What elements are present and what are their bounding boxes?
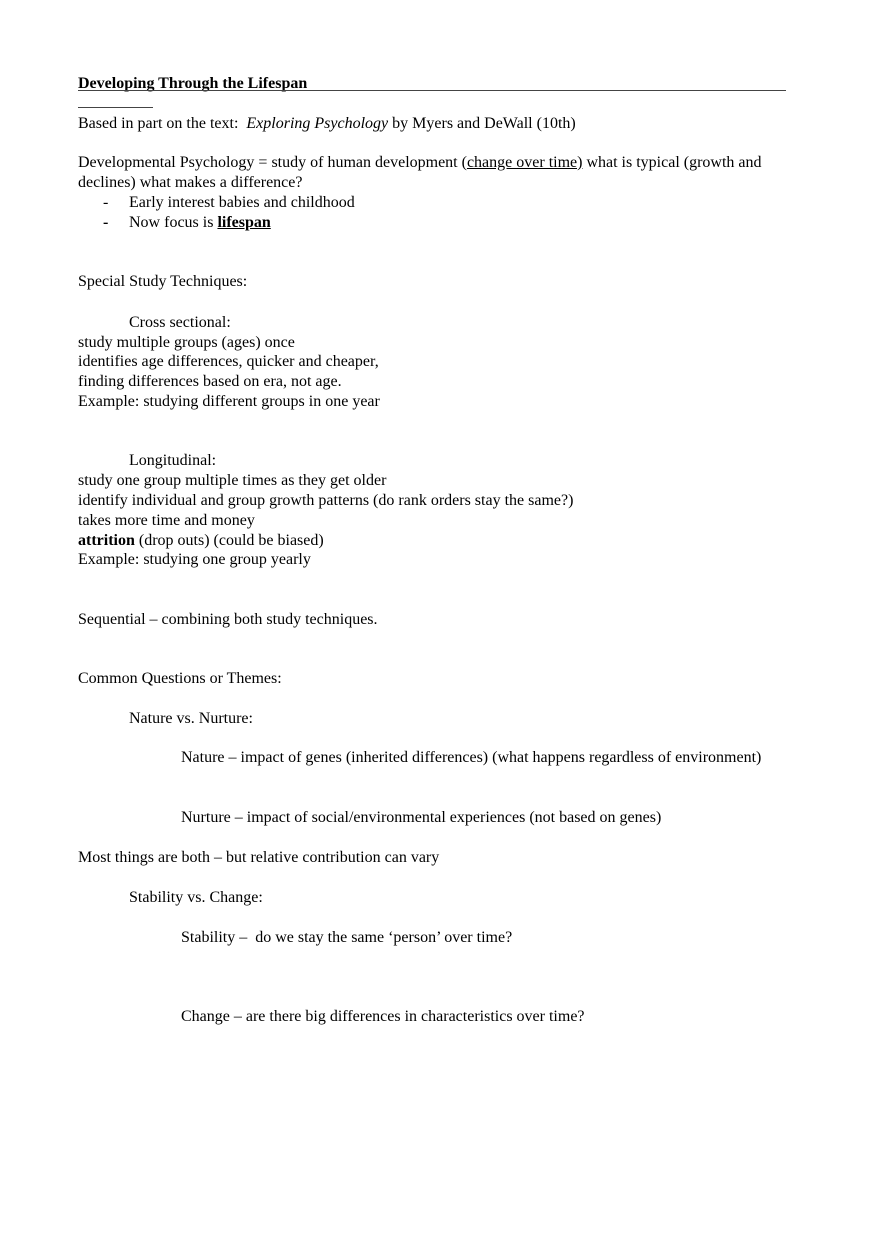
subsection-heading: Longitudinal: <box>129 452 217 469</box>
definition-part2: what is typical (growth and <box>582 154 762 171</box>
subsection-heading: Cross sectional: <box>129 314 231 331</box>
bullet-emphasis: lifespan <box>217 214 271 231</box>
section-heading: Special Study Techniques: <box>78 273 248 290</box>
text-line: Most things are both – but relative contribution can vary <box>78 849 440 866</box>
text-line: takes more time and money <box>78 512 255 529</box>
text-line: study one group multiple times as they get older <box>78 472 387 489</box>
subsection-heading: Nature vs. Nurture: <box>129 710 253 727</box>
source-suffix: by Myers and DeWall (10th) <box>388 115 576 132</box>
text-line: Example: studying different groups in one year <box>78 393 380 410</box>
text-line: identify individual and group growth patterns (do rank orders stay the same?) <box>78 492 574 509</box>
definition-line-1 <box>78 153 762 173</box>
nurture-line: Nurture – impact of social/environmental experiences (not based on genes) <box>181 809 662 826</box>
text-line: finding differences based on era, not age. <box>78 373 342 390</box>
source-prefix: Based in part on the text: <box>78 115 247 132</box>
text-line: Example: studying one group yearly <box>78 551 311 568</box>
bullet-dash: - <box>103 194 109 211</box>
title-rule <box>78 90 786 91</box>
text-line: identifies age differences, quicker and cheaper, <box>78 353 379 370</box>
definition-part1: Developmental Psychology = study of human development ( <box>78 154 467 171</box>
stability-line: Stability – do we stay the same ‘person’ over time? <box>181 929 513 946</box>
definition-line-2: declines) what makes a difference? <box>78 174 303 191</box>
attrition-line <box>78 531 324 551</box>
text-line: study multiple groups (ages) once <box>78 334 295 351</box>
bullet-text: Now focus is <box>129 214 218 231</box>
definition-underlined: change over time) <box>466 154 583 171</box>
sequential-line: Sequential – combining both study techniques. <box>78 611 378 628</box>
change-line: Change – are there big differences in characteristics over time? <box>181 1008 585 1025</box>
bullet-item: Early interest babies and childhood <box>129 194 355 211</box>
bullet-dash: - <box>103 214 109 231</box>
page-title: Developing Through the Lifespan <box>78 75 308 92</box>
source-book: Exploring Psychology <box>246 115 389 132</box>
attrition-rest: (drop outs) (could be biased) <box>134 532 324 549</box>
bullet-item <box>129 213 271 233</box>
source-line <box>78 114 576 134</box>
section-heading: Common Questions or Themes: <box>78 670 282 687</box>
attrition-term: attrition <box>78 532 135 549</box>
subsection-heading: Stability vs. Change: <box>129 889 263 906</box>
nature-line: Nature – impact of genes (inherited differences) (what happens regardless of environment) <box>181 749 762 766</box>
title-short-rule <box>78 107 153 108</box>
